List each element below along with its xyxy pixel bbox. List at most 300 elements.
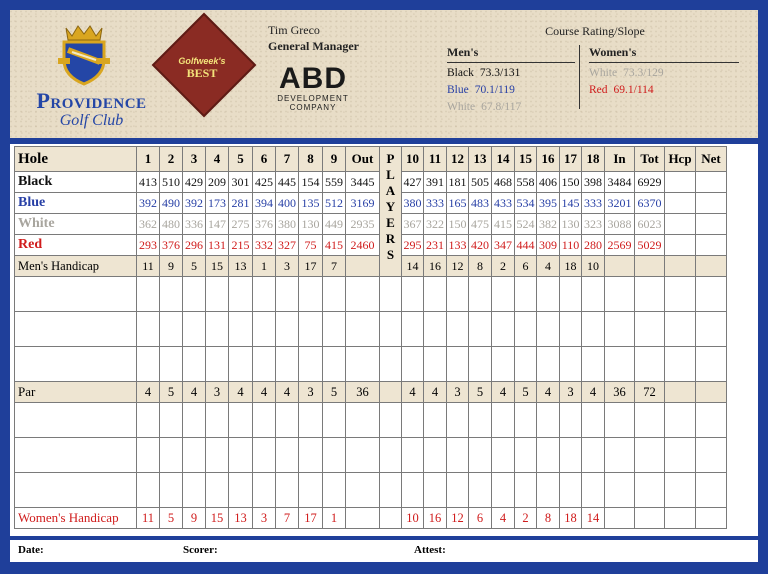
score-entry[interactable] xyxy=(560,403,582,438)
womens-rating-header: Women's xyxy=(589,45,739,63)
score-entry[interactable] xyxy=(424,438,447,473)
net-entry[interactable] xyxy=(696,235,727,256)
handicap-cell: 17 xyxy=(299,256,323,277)
score-entry[interactable] xyxy=(183,403,206,438)
score-entry[interactable] xyxy=(253,403,276,438)
yardage-cell: 333 xyxy=(582,193,605,214)
score-entry[interactable] xyxy=(560,277,582,312)
score-entry[interactable] xyxy=(665,312,696,347)
players-gap xyxy=(380,508,402,529)
score-entry[interactable] xyxy=(229,473,253,508)
score-entry[interactable] xyxy=(299,277,323,312)
mens-rating-column xyxy=(447,45,575,118)
score-entry[interactable] xyxy=(276,347,299,382)
handicap-cell: 6 xyxy=(469,508,492,529)
score-entry[interactable] xyxy=(229,403,253,438)
score-entry[interactable] xyxy=(137,473,160,508)
score-entry[interactable] xyxy=(276,403,299,438)
score-entry[interactable] xyxy=(380,312,402,347)
score-entry[interactable] xyxy=(635,438,665,473)
score-entry[interactable] xyxy=(424,347,447,382)
score-entry[interactable] xyxy=(402,312,424,347)
hole-number: 15 xyxy=(515,147,537,172)
score-entry[interactable] xyxy=(323,438,346,473)
score-entry[interactable] xyxy=(160,438,183,473)
yardage-cell: 376 xyxy=(160,235,183,256)
score-entry[interactable] xyxy=(323,312,346,347)
tee-row-red xyxy=(15,235,727,256)
score-entry[interactable] xyxy=(160,277,183,312)
logo-name: Providence xyxy=(36,88,147,113)
yardage-cell: 327 xyxy=(276,235,299,256)
score-entry[interactable] xyxy=(206,403,229,438)
tee-row-blue xyxy=(15,193,727,214)
providence-logo xyxy=(24,18,159,136)
yardage-cell: 275 xyxy=(229,214,253,235)
score-entry[interactable] xyxy=(402,403,424,438)
handicap-cell: 13 xyxy=(229,256,253,277)
score-entry[interactable] xyxy=(447,403,469,438)
score-entry[interactable] xyxy=(515,438,537,473)
score-entry[interactable] xyxy=(515,403,537,438)
score-entry[interactable] xyxy=(346,347,380,382)
yardage-cell: 395 xyxy=(537,193,560,214)
yardage-cell: 392 xyxy=(183,193,206,214)
score-entry[interactable] xyxy=(605,347,635,382)
yardage-cell: 415 xyxy=(323,235,346,256)
yardage-cell: 483 xyxy=(469,193,492,214)
abd-wordmark: ABD xyxy=(279,62,347,95)
par-cell: 5 xyxy=(160,382,183,403)
course-rating xyxy=(445,24,745,125)
score-entry[interactable] xyxy=(469,277,492,312)
score-entry[interactable] xyxy=(253,347,276,382)
mens-handicap-row xyxy=(15,256,727,277)
score-entry[interactable] xyxy=(346,403,380,438)
players-letter: P xyxy=(386,151,395,166)
handicap-cell: 9 xyxy=(183,508,206,529)
yardage-cell: 490 xyxy=(160,193,183,214)
yardage-cell: 380 xyxy=(276,214,299,235)
hole-number: 5 xyxy=(229,147,253,172)
rating-value: 73.3/129 xyxy=(623,67,664,79)
rating-value: 69.1/114 xyxy=(613,84,654,96)
score-entry[interactable] xyxy=(447,438,469,473)
score-entry[interactable] xyxy=(665,403,696,438)
score-entry[interactable] xyxy=(160,347,183,382)
score-entry[interactable] xyxy=(253,473,276,508)
hole-number: 11 xyxy=(424,147,447,172)
yardage-cell: 332 xyxy=(253,235,276,256)
yardage-cell: 165 xyxy=(447,193,469,214)
par-cell: 5 xyxy=(323,382,346,403)
rating-title: Course Rating/Slope xyxy=(545,24,645,38)
score-entry[interactable] xyxy=(605,403,635,438)
handicap-cell: 9 xyxy=(160,256,183,277)
score-entry[interactable] xyxy=(276,473,299,508)
yardage-cell: 154 xyxy=(299,172,323,193)
par-cell: 3 xyxy=(206,382,229,403)
handicap-cell: 14 xyxy=(582,508,605,529)
yardage-cell: 215 xyxy=(229,235,253,256)
score-entry[interactable] xyxy=(696,473,727,508)
handicap-cell: 17 xyxy=(299,508,323,529)
score-entry[interactable] xyxy=(605,438,635,473)
score-entry[interactable] xyxy=(137,347,160,382)
score-entry[interactable] xyxy=(537,438,560,473)
score-entry[interactable] xyxy=(276,277,299,312)
score-entry[interactable] xyxy=(447,312,469,347)
yardage-cell: 147 xyxy=(206,214,229,235)
score-entry[interactable] xyxy=(160,403,183,438)
tot-total: 6929 xyxy=(635,172,665,193)
yardage-cell: 150 xyxy=(447,214,469,235)
yardage-cell: 362 xyxy=(137,214,160,235)
score-entry[interactable] xyxy=(229,277,253,312)
score-entry[interactable] xyxy=(299,312,323,347)
yardage-cell: 534 xyxy=(515,193,537,214)
score-entry[interactable] xyxy=(696,312,727,347)
score-entry[interactable] xyxy=(469,438,492,473)
score-entry[interactable] xyxy=(665,277,696,312)
yardage-cell: 231 xyxy=(424,235,447,256)
tee-row-black xyxy=(15,172,727,193)
score-entry[interactable] xyxy=(380,347,402,382)
score-entry[interactable] xyxy=(560,347,582,382)
out-blank xyxy=(346,256,380,277)
tot-total: 5029 xyxy=(635,235,665,256)
score-entry[interactable] xyxy=(665,438,696,473)
score-entry[interactable] xyxy=(537,312,560,347)
handicap-cell: 11 xyxy=(137,256,160,277)
score-entry[interactable] xyxy=(137,403,160,438)
women-rating-line xyxy=(589,84,739,101)
handicap-cell: 4 xyxy=(537,256,560,277)
score-entry[interactable] xyxy=(402,438,424,473)
score-entry[interactable] xyxy=(346,312,380,347)
in-blank xyxy=(605,508,635,529)
score-entry[interactable] xyxy=(537,403,560,438)
badge-top-text: Golfweek's xyxy=(178,56,226,66)
yardage-cell: 468 xyxy=(492,172,515,193)
score-entry[interactable] xyxy=(229,438,253,473)
hole-number: 2 xyxy=(160,147,183,172)
par-cell: 5 xyxy=(469,382,492,403)
yardage-cell: 444 xyxy=(515,235,537,256)
hole-number: 10 xyxy=(402,147,424,172)
hole-number: 8 xyxy=(299,147,323,172)
par-cell: 5 xyxy=(515,382,537,403)
mens-handicap-label: Men's Handicap xyxy=(15,256,137,277)
scorer-field[interactable]: Scorer: xyxy=(183,544,218,556)
score-entry[interactable] xyxy=(346,438,380,473)
handicap-cell: 15 xyxy=(206,256,229,277)
handicap-cell: 18 xyxy=(560,508,582,529)
score-entry[interactable] xyxy=(582,473,605,508)
score-entry[interactable] xyxy=(492,277,515,312)
yardage-cell: 559 xyxy=(323,172,346,193)
score-entry[interactable] xyxy=(447,277,469,312)
score-entry[interactable] xyxy=(492,438,515,473)
men-rating-line xyxy=(447,84,575,101)
hole-number: 12 xyxy=(447,147,469,172)
score-entry[interactable] xyxy=(253,438,276,473)
score-entry[interactable] xyxy=(515,277,537,312)
players-letter: A xyxy=(385,183,396,198)
score-entry[interactable] xyxy=(206,277,229,312)
womens-handicap-row xyxy=(15,508,727,529)
yardage-cell: 524 xyxy=(515,214,537,235)
rating-divider xyxy=(579,45,580,109)
yardage-cell: 181 xyxy=(447,172,469,193)
score-entry[interactable] xyxy=(380,277,402,312)
yardage-cell: 133 xyxy=(447,235,469,256)
score-entry[interactable] xyxy=(183,277,206,312)
score-entry[interactable] xyxy=(635,312,665,347)
tee-name: Black xyxy=(447,67,474,79)
score-entry[interactable] xyxy=(469,347,492,382)
yardage-cell: 427 xyxy=(402,172,424,193)
hcp-blank xyxy=(665,508,696,529)
handicap-cell: 12 xyxy=(447,508,469,529)
score-entry[interactable] xyxy=(492,312,515,347)
mens-rating-header: Men's xyxy=(447,45,575,63)
attest-field[interactable]: Attest: xyxy=(414,544,446,556)
score-entry[interactable] xyxy=(537,347,560,382)
score-entry[interactable] xyxy=(424,403,447,438)
score-entry[interactable] xyxy=(380,473,402,508)
yardage-cell: 449 xyxy=(323,214,346,235)
yardage-cell: 475 xyxy=(469,214,492,235)
score-entry[interactable] xyxy=(183,473,206,508)
handicap-cell: 11 xyxy=(137,508,160,529)
yardage-cell: 309 xyxy=(537,235,560,256)
score-entry[interactable] xyxy=(323,403,346,438)
score-entry[interactable] xyxy=(137,438,160,473)
out-total: 2935 xyxy=(346,214,380,235)
score-entry[interactable] xyxy=(424,473,447,508)
yardage-cell: 392 xyxy=(137,193,160,214)
score-entry[interactable] xyxy=(492,403,515,438)
score-entry[interactable] xyxy=(605,277,635,312)
score-entry[interactable] xyxy=(582,438,605,473)
net-entry[interactable] xyxy=(696,193,727,214)
score-entry[interactable] xyxy=(229,312,253,347)
score-entry[interactable] xyxy=(469,312,492,347)
yardage-cell: 367 xyxy=(402,214,424,235)
player-name-entry[interactable] xyxy=(15,312,137,347)
score-entry[interactable] xyxy=(424,277,447,312)
score-entry[interactable] xyxy=(537,473,560,508)
hole-number: 18 xyxy=(582,147,605,172)
score-entry[interactable] xyxy=(346,277,380,312)
score-entry[interactable] xyxy=(299,403,323,438)
score-entry[interactable] xyxy=(229,347,253,382)
score-entry[interactable] xyxy=(276,438,299,473)
score-entry[interactable] xyxy=(299,347,323,382)
yardage-cell: 135 xyxy=(299,193,323,214)
tee-label: White xyxy=(15,214,137,235)
score-entry[interactable] xyxy=(635,277,665,312)
score-entry[interactable] xyxy=(299,438,323,473)
score-entry[interactable] xyxy=(253,277,276,312)
hcp-entry[interactable] xyxy=(665,193,696,214)
score-entry[interactable] xyxy=(560,438,582,473)
score-entry[interactable] xyxy=(160,473,183,508)
par-label: Par xyxy=(15,382,137,403)
score-entry[interactable] xyxy=(276,312,299,347)
yardage-cell: 433 xyxy=(492,193,515,214)
scorecard-table xyxy=(14,146,727,529)
score-entry[interactable] xyxy=(323,277,346,312)
women-rating-line xyxy=(589,67,739,84)
hole-number: 3 xyxy=(183,147,206,172)
score-entry[interactable] xyxy=(323,473,346,508)
score-entry[interactable] xyxy=(206,438,229,473)
score-entry[interactable] xyxy=(253,312,276,347)
score-entry[interactable] xyxy=(665,473,696,508)
hcp-label: Hcp xyxy=(665,147,696,172)
yardage-cell: 323 xyxy=(582,214,605,235)
tee-name: Blue xyxy=(447,84,469,96)
score-entry[interactable] xyxy=(469,473,492,508)
yardage-cell: 425 xyxy=(253,172,276,193)
score-entry[interactable] xyxy=(582,347,605,382)
player-name-entry[interactable] xyxy=(15,403,137,438)
score-entry[interactable] xyxy=(346,473,380,508)
score-entry[interactable] xyxy=(515,312,537,347)
hcp-entry[interactable] xyxy=(665,172,696,193)
score-entry[interactable] xyxy=(582,403,605,438)
handicap-cell: 1 xyxy=(323,508,346,529)
player-name-entry[interactable] xyxy=(15,473,137,508)
yardage-cell: 391 xyxy=(424,172,447,193)
score-entry[interactable] xyxy=(582,312,605,347)
score-entry[interactable] xyxy=(469,403,492,438)
score-entry[interactable] xyxy=(137,277,160,312)
score-entry[interactable] xyxy=(299,473,323,508)
player-name-entry[interactable] xyxy=(15,277,137,312)
score-entry[interactable] xyxy=(515,347,537,382)
hcp-entry[interactable] xyxy=(665,214,696,235)
score-entry[interactable] xyxy=(537,277,560,312)
tee-label: Red xyxy=(15,235,137,256)
yardage-cell: 173 xyxy=(206,193,229,214)
par-out: 36 xyxy=(346,382,380,403)
hole-number: 6 xyxy=(253,147,276,172)
score-entry[interactable] xyxy=(605,473,635,508)
player-name-entry[interactable] xyxy=(15,347,137,382)
score-entry[interactable] xyxy=(696,347,727,382)
score-entry[interactable] xyxy=(696,277,727,312)
score-entry[interactable] xyxy=(206,473,229,508)
score-entry[interactable] xyxy=(183,438,206,473)
handicap-cell: 14 xyxy=(402,256,424,277)
womens-handicap-label: Women's Handicap xyxy=(15,508,137,529)
score-entry[interactable] xyxy=(447,347,469,382)
score-entry[interactable] xyxy=(605,312,635,347)
logo-subtitle: Golf Club xyxy=(59,112,124,129)
score-entry[interactable] xyxy=(160,312,183,347)
out-total: 3169 xyxy=(346,193,380,214)
net-entry[interactable] xyxy=(696,172,727,193)
score-entry[interactable] xyxy=(635,347,665,382)
score-entry[interactable] xyxy=(206,312,229,347)
score-entry[interactable] xyxy=(492,473,515,508)
par-cell: 4 xyxy=(253,382,276,403)
net-blank xyxy=(696,256,727,277)
player-score-row xyxy=(15,473,727,508)
score-entry[interactable] xyxy=(635,473,665,508)
in-total: 3201 xyxy=(605,193,635,214)
score-entry[interactable] xyxy=(665,347,696,382)
score-entry[interactable] xyxy=(402,473,424,508)
score-entry[interactable] xyxy=(582,277,605,312)
score-entry[interactable] xyxy=(447,473,469,508)
tee-name: White xyxy=(447,101,476,113)
handicap-cell: 7 xyxy=(276,508,299,529)
score-entry[interactable] xyxy=(635,403,665,438)
par-cell: 4 xyxy=(276,382,299,403)
yardage-cell: 394 xyxy=(253,193,276,214)
score-entry[interactable] xyxy=(515,473,537,508)
scorecard xyxy=(10,144,758,536)
date-field[interactable]: Date: xyxy=(18,544,44,556)
score-entry[interactable] xyxy=(492,347,515,382)
score-entry[interactable] xyxy=(424,312,447,347)
score-entry[interactable] xyxy=(402,277,424,312)
hole-number: 4 xyxy=(206,147,229,172)
net-entry[interactable] xyxy=(696,214,727,235)
womens-rating-column xyxy=(589,45,739,101)
hcp-entry[interactable] xyxy=(665,235,696,256)
out-blank xyxy=(346,508,380,529)
tot-total: 6023 xyxy=(635,214,665,235)
handicap-cell: 8 xyxy=(469,256,492,277)
yardage-cell: 512 xyxy=(323,193,346,214)
tot-total: 6370 xyxy=(635,193,665,214)
net-label: Net xyxy=(696,147,727,172)
yardage-cell: 130 xyxy=(299,214,323,235)
score-entry[interactable] xyxy=(183,312,206,347)
out-label: Out xyxy=(346,147,380,172)
score-entry[interactable] xyxy=(380,438,402,473)
par-row xyxy=(15,382,727,403)
signature-footer xyxy=(10,540,758,562)
yardage-cell: 333 xyxy=(424,193,447,214)
hole-number: 7 xyxy=(276,147,299,172)
score-entry[interactable] xyxy=(323,347,346,382)
manager-title: General Manager xyxy=(268,39,359,53)
score-entry[interactable] xyxy=(402,347,424,382)
yardage-cell: 400 xyxy=(276,193,299,214)
players-letter: L xyxy=(386,167,395,182)
player-name-entry[interactable] xyxy=(15,438,137,473)
score-entry[interactable] xyxy=(380,403,402,438)
score-entry[interactable] xyxy=(560,312,582,347)
manager-info xyxy=(268,22,359,54)
score-entry[interactable] xyxy=(137,312,160,347)
net-blank xyxy=(696,508,727,529)
score-entry[interactable] xyxy=(206,347,229,382)
handicap-cell: 3 xyxy=(253,508,276,529)
score-entry[interactable] xyxy=(560,473,582,508)
score-entry[interactable] xyxy=(696,438,727,473)
player-score-row xyxy=(15,277,727,312)
score-entry[interactable] xyxy=(183,347,206,382)
score-entry[interactable] xyxy=(696,403,727,438)
player-score-row xyxy=(15,438,727,473)
